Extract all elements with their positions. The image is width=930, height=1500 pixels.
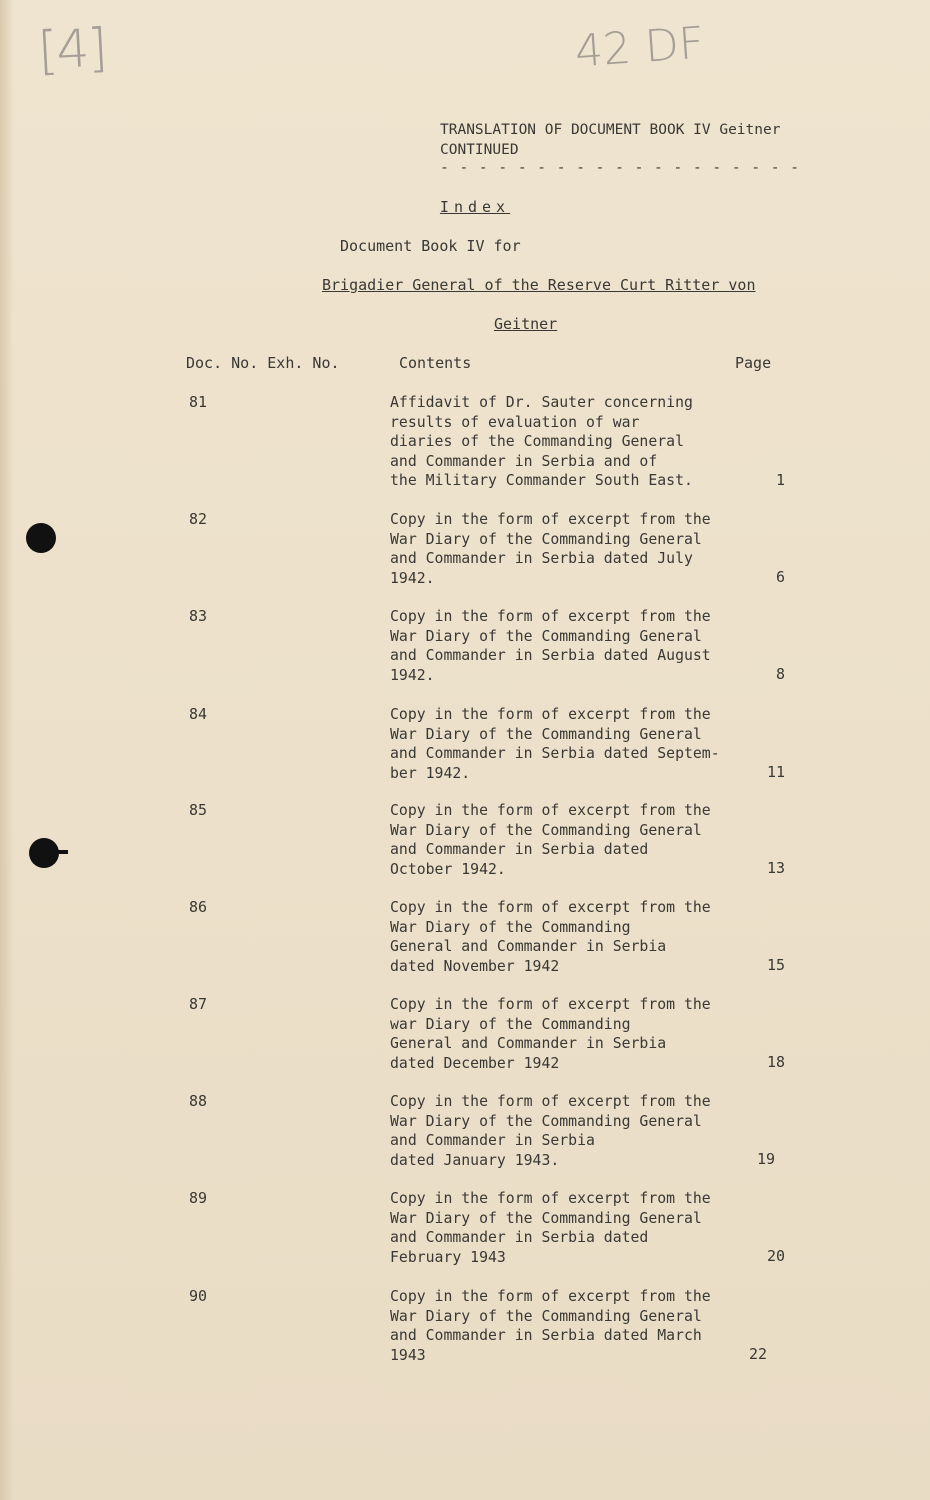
entry-page-number: 13 [766, 859, 785, 877]
index-title: Index [439, 198, 511, 216]
header-line-1: TRANSLATION OF DOCUMENT BOOK IV Geitner [440, 122, 781, 138]
header-dashed-rule: - - - - - - - - - - - - - - - - - - - [440, 160, 801, 176]
entry-contents: Copy in the form of excerpt from the War Diary of the Commanding General and Commander in Serbia dated January 1943. [390, 1093, 711, 1169]
entry-contents: Copy in the form of excerpt from the War Diary of the Commanding General and Commander in Serbia dated March 1943 [390, 1288, 711, 1364]
entry-doc-number: 81 [189, 393, 208, 411]
entry-contents: Copy in the form of excerpt from the War Diary of the Commanding General and Commander in Serbia dated February 1943 [390, 1190, 711, 1266]
entry-doc-number: 87 [189, 995, 208, 1013]
punch-hole-notch [56, 850, 68, 854]
handwritten-reference: 42 DF [573, 17, 706, 78]
entry-page-number: 20 [766, 1247, 785, 1265]
entry-doc-number: 90 [189, 1287, 208, 1305]
document-book-line: Document Book IV for [340, 237, 521, 255]
entry-doc-number: 86 [189, 898, 208, 916]
entry-page-number: 11 [766, 763, 785, 781]
entry-doc-number: 82 [189, 510, 208, 528]
punch-hole-top [26, 523, 56, 553]
paper-edge-shadow [0, 0, 14, 1500]
column-header-contents: Contents [399, 354, 472, 372]
translation-header [440, 120, 820, 160]
entry-page-number: 8 [775, 665, 785, 683]
entry-doc-number: 83 [189, 607, 208, 625]
entry-page-number: 6 [775, 568, 785, 586]
column-header-page: Page [735, 354, 772, 372]
entry-page-number: 22 [748, 1345, 767, 1363]
entry-contents: Copy in the form of excerpt from the War Diary of the Commanding General and Commander in Serbia dated August 1942. [390, 608, 711, 684]
entry-doc-number: 85 [189, 801, 208, 819]
entry-page-number: 1 [775, 471, 785, 489]
defendant-name-line-2: Geitner [494, 315, 558, 333]
entry-page-number: 18 [766, 1053, 785, 1071]
entry-doc-number: 89 [189, 1189, 208, 1207]
entry-contents: Copy in the form of excerpt from the War Diary of the Commanding General and Commander in Serbia dated October 1942. [390, 802, 711, 878]
entry-doc-number: 84 [189, 705, 208, 723]
column-header-doc-exh: Doc. No. Exh. No. [186, 354, 340, 372]
entry-contents: Affidavit of Dr. Sauter concerning results of evaluation of war diaries of the Commanding General and Commander in Serbia and of the Military Commander South East. [390, 394, 693, 489]
header-line-2: CONTINUED [440, 142, 519, 158]
entry-page-number: 15 [766, 956, 785, 974]
entry-contents: Copy in the form of excerpt from the War Diary of the Commanding General and Commander in Serbia dated November 1942 [390, 899, 711, 975]
entry-contents: Copy in the form of excerpt from the war Diary of the Commanding General and Commander in Serbia dated December 1942 [390, 996, 711, 1072]
entry-contents: Copy in the form of excerpt from the War Diary of the Commanding General and Commander in Serbia dated July 1942. [390, 511, 711, 587]
entry-contents: Copy in the form of excerpt from the War Diary of the Commanding General and Commander in Serbia dated Septem- ber 1942. [390, 706, 720, 782]
defendant-name-line-1: Brigadier General of the Reserve Curt Ritter von [322, 276, 756, 294]
punch-hole-bottom [29, 838, 59, 868]
handwritten-bracket-number: [4] [36, 18, 108, 82]
entry-page-number: 19 [756, 1150, 775, 1168]
entry-doc-number: 88 [189, 1092, 208, 1110]
